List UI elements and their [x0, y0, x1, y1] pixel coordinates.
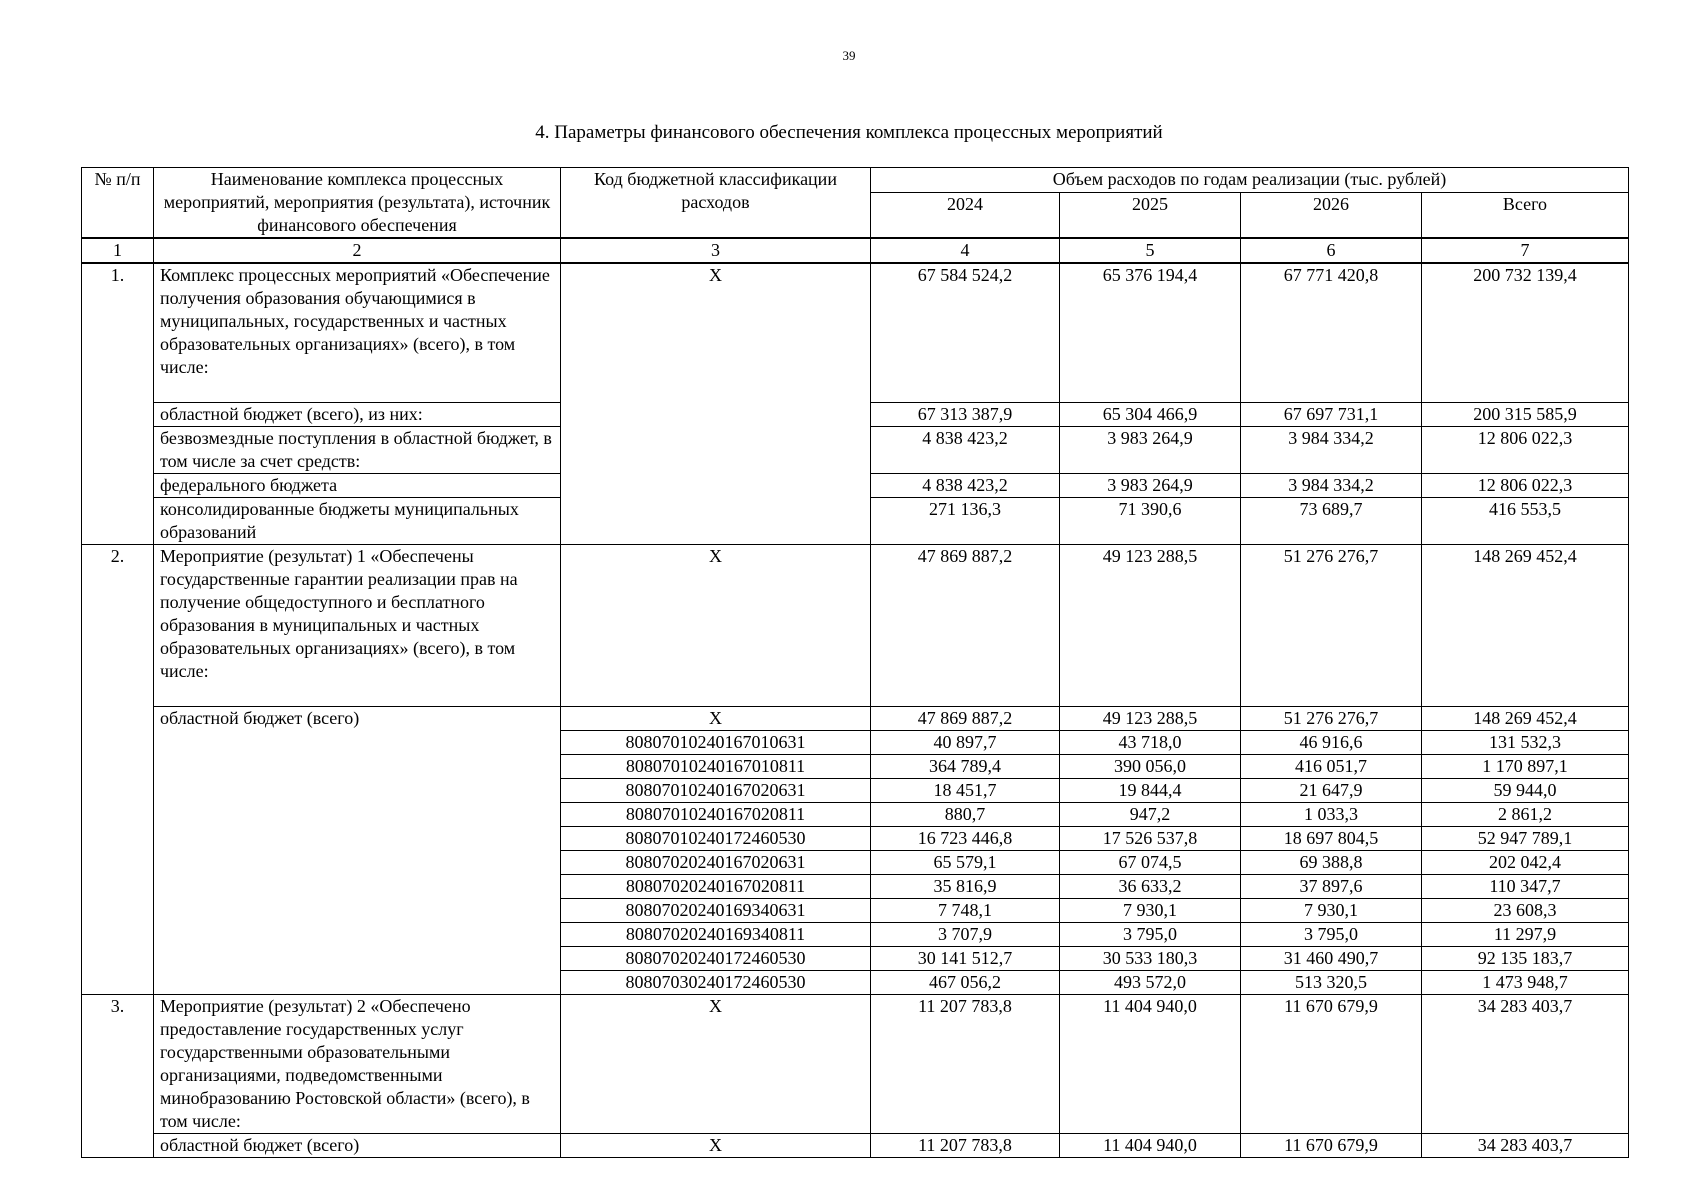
value-2025: 11 404 940,0: [1060, 995, 1241, 1134]
budget-code: 80807010240167010811: [561, 755, 871, 779]
value-total: 34 283 403,7: [1422, 1134, 1629, 1158]
value-2024: 30 141 512,7: [871, 947, 1060, 971]
value-2026: 11 670 679,9: [1241, 1134, 1422, 1158]
value-2025: 65 304 466,9: [1060, 403, 1241, 427]
value-2024: 271 136,3: [871, 498, 1060, 545]
header-2024: 2024: [871, 192, 1060, 238]
value-total: 200 732 139,4: [1422, 263, 1629, 403]
budget-code: 80807020240169340631: [561, 899, 871, 923]
table-row: [82, 263, 1629, 403]
value-total: 110 347,7: [1422, 875, 1629, 899]
column-number: 2: [154, 238, 561, 263]
row-name: безвозмездные поступления в областной бюджет, в том числе за счет средств:: [154, 427, 561, 474]
value-2025: 3 983 264,9: [1060, 427, 1241, 474]
budget-code: 80807020240167020631: [561, 851, 871, 875]
value-total: 92 135 183,7: [1422, 947, 1629, 971]
value-total: 12 806 022,3: [1422, 474, 1629, 498]
value-2024: 364 789,4: [871, 755, 1060, 779]
value-2026: 31 460 490,7: [1241, 947, 1422, 971]
value-2024: 67 313 387,9: [871, 403, 1060, 427]
table-row: [82, 995, 1629, 1134]
value-total: 416 553,5: [1422, 498, 1629, 545]
value-2024: 4 838 423,2: [871, 427, 1060, 474]
column-number: 6: [1241, 238, 1422, 263]
value-2025: 49 123 288,5: [1060, 545, 1241, 707]
row-name: областной бюджет (всего), из них:: [154, 403, 561, 427]
value-total: 148 269 452,4: [1422, 707, 1629, 731]
page-title: 4. Параметры финансового обеспечения комплекса процессных мероприятий: [535, 122, 1163, 143]
budget-code: 80807010240172460530: [561, 827, 871, 851]
value-2024: 35 816,9: [871, 875, 1060, 899]
row-code: Х: [561, 263, 871, 545]
header-volume: Объем расходов по годам реализации (тыс. рублей): [871, 168, 1629, 193]
value-2024: 16 723 446,8: [871, 827, 1060, 851]
value-2026: 416 051,7: [1241, 755, 1422, 779]
table-row: [82, 1134, 1629, 1158]
value-2024: 40 897,7: [871, 731, 1060, 755]
row-name: Комплекс процессных мероприятий «Обеспечение получения образования обучающимися в муниципальных, государственных и частных образовательных организациях» (всего), в том числе:: [154, 263, 561, 403]
value-2025: 7 930,1: [1060, 899, 1241, 923]
row-name: Мероприятие (результат) 2 «Обеспечено предоставление государственных услуг государственными образовательными организациями, подведомственными минобразованию Ростовской области» (всего), в том числе:: [154, 995, 561, 1134]
value-2026: 51 276 276,7: [1241, 545, 1422, 707]
value-total: 34 283 403,7: [1422, 995, 1629, 1134]
page-number: 39: [842, 48, 856, 63]
value-2026: 513 320,5: [1241, 971, 1422, 995]
value-2024: 467 056,2: [871, 971, 1060, 995]
column-number: 3: [561, 238, 871, 263]
value-2026: 3 795,0: [1241, 923, 1422, 947]
budget-code: 80807020240167020811: [561, 875, 871, 899]
value-total: 12 806 022,3: [1422, 427, 1629, 474]
value-total: 1 170 897,1: [1422, 755, 1629, 779]
column-numbers-row: [82, 238, 1629, 263]
header-2025: 2025: [1060, 192, 1241, 238]
value-2024: 3 707,9: [871, 923, 1060, 947]
row-number: 3.: [82, 995, 154, 1158]
value-2026: 11 670 679,9: [1241, 995, 1422, 1134]
value-2025: 3 795,0: [1060, 923, 1241, 947]
value-2026: 51 276 276,7: [1241, 707, 1422, 731]
value-total: 23 608,3: [1422, 899, 1629, 923]
value-2026: 67 771 420,8: [1241, 263, 1422, 403]
value-2026: 67 697 731,1: [1241, 403, 1422, 427]
value-total: 52 947 789,1: [1422, 827, 1629, 851]
column-number: 1: [82, 238, 154, 263]
value-2024: 7 748,1: [871, 899, 1060, 923]
value-2026: 1 033,3: [1241, 803, 1422, 827]
budget-code: 80807010240167020811: [561, 803, 871, 827]
value-2024: 4 838 423,2: [871, 474, 1060, 498]
row-name: областной бюджет (всего): [154, 707, 561, 995]
value-total: 131 532,3: [1422, 731, 1629, 755]
value-2025: 36 633,2: [1060, 875, 1241, 899]
value-2025: 3 983 264,9: [1060, 474, 1241, 498]
value-2025: 390 056,0: [1060, 755, 1241, 779]
row-name: федерального бюджета: [154, 474, 561, 498]
budget-code: 80807010240167020631: [561, 779, 871, 803]
value-total: 2 861,2: [1422, 803, 1629, 827]
value-2024: 11 207 783,8: [871, 1134, 1060, 1158]
row-number: 2.: [82, 545, 154, 995]
value-total: 200 315 585,9: [1422, 403, 1629, 427]
value-total: 1 473 948,7: [1422, 971, 1629, 995]
value-2024: 880,7: [871, 803, 1060, 827]
value-2024: 18 451,7: [871, 779, 1060, 803]
value-total: 202 042,4: [1422, 851, 1629, 875]
value-2026: 73 689,7: [1241, 498, 1422, 545]
budget-code: 80807020240169340811: [561, 923, 871, 947]
value-2025: 49 123 288,5: [1060, 707, 1241, 731]
budget-code: 80807030240172460530: [561, 971, 871, 995]
row-code: Х: [561, 1134, 871, 1158]
header-num: № п/п: [82, 168, 154, 239]
header-code: Код бюджетной классификации расходов: [561, 168, 871, 239]
value-2026: 46 916,6: [1241, 731, 1422, 755]
row-name: консолидированные бюджеты муниципальных образований: [154, 498, 561, 545]
financing-table: [81, 167, 1629, 1158]
value-2024: 47 869 887,2: [871, 707, 1060, 731]
value-2025: 71 390,6: [1060, 498, 1241, 545]
value-2024: 67 584 524,2: [871, 263, 1060, 403]
value-2026: 18 697 804,5: [1241, 827, 1422, 851]
value-2026: 3 984 334,2: [1241, 427, 1422, 474]
value-2024: 65 579,1: [871, 851, 1060, 875]
value-2025: 43 718,0: [1060, 731, 1241, 755]
budget-code: 80807020240172460530: [561, 947, 871, 971]
row-name: Мероприятие (результат) 1 «Обеспечены государственные гарантии реализации прав на получение общедоступного и бесплатного образования в муниципальных и частных образовательных организациях» (всего), в том числе:: [154, 545, 561, 707]
row-code: Х: [561, 545, 871, 707]
table-row: [82, 545, 1629, 707]
row-code: Х: [561, 995, 871, 1134]
budget-code: 80807010240167010631: [561, 731, 871, 755]
value-2024: 11 207 783,8: [871, 995, 1060, 1134]
value-2025: 65 376 194,4: [1060, 263, 1241, 403]
table-row: [82, 707, 1629, 731]
value-2026: 7 930,1: [1241, 899, 1422, 923]
value-2025: 493 572,0: [1060, 971, 1241, 995]
value-2024: 47 869 887,2: [871, 545, 1060, 707]
column-number: 7: [1422, 238, 1629, 263]
row-number: 1.: [82, 263, 154, 545]
value-2025: 30 533 180,3: [1060, 947, 1241, 971]
value-2026: 3 984 334,2: [1241, 474, 1422, 498]
header-2026: 2026: [1241, 192, 1422, 238]
row-name: областной бюджет (всего): [154, 1134, 561, 1158]
value-2025: 17 526 537,8: [1060, 827, 1241, 851]
value-2025: 67 074,5: [1060, 851, 1241, 875]
value-total: 148 269 452,4: [1422, 545, 1629, 707]
value-total: 59 944,0: [1422, 779, 1629, 803]
value-2025: 19 844,4: [1060, 779, 1241, 803]
value-2026: 37 897,6: [1241, 875, 1422, 899]
header-name: Наименование комплекса процессных мероприятий, мероприятия (результата), источник финансового обеспечения: [154, 168, 561, 239]
header-total: Всего: [1422, 192, 1629, 238]
column-number: 5: [1060, 238, 1241, 263]
column-number: 4: [871, 238, 1060, 263]
value-2026: 69 388,8: [1241, 851, 1422, 875]
row-code: Х: [561, 707, 871, 731]
value-2026: 21 647,9: [1241, 779, 1422, 803]
value-2025: 11 404 940,0: [1060, 1134, 1241, 1158]
value-2025: 947,2: [1060, 803, 1241, 827]
value-total: 11 297,9: [1422, 923, 1629, 947]
